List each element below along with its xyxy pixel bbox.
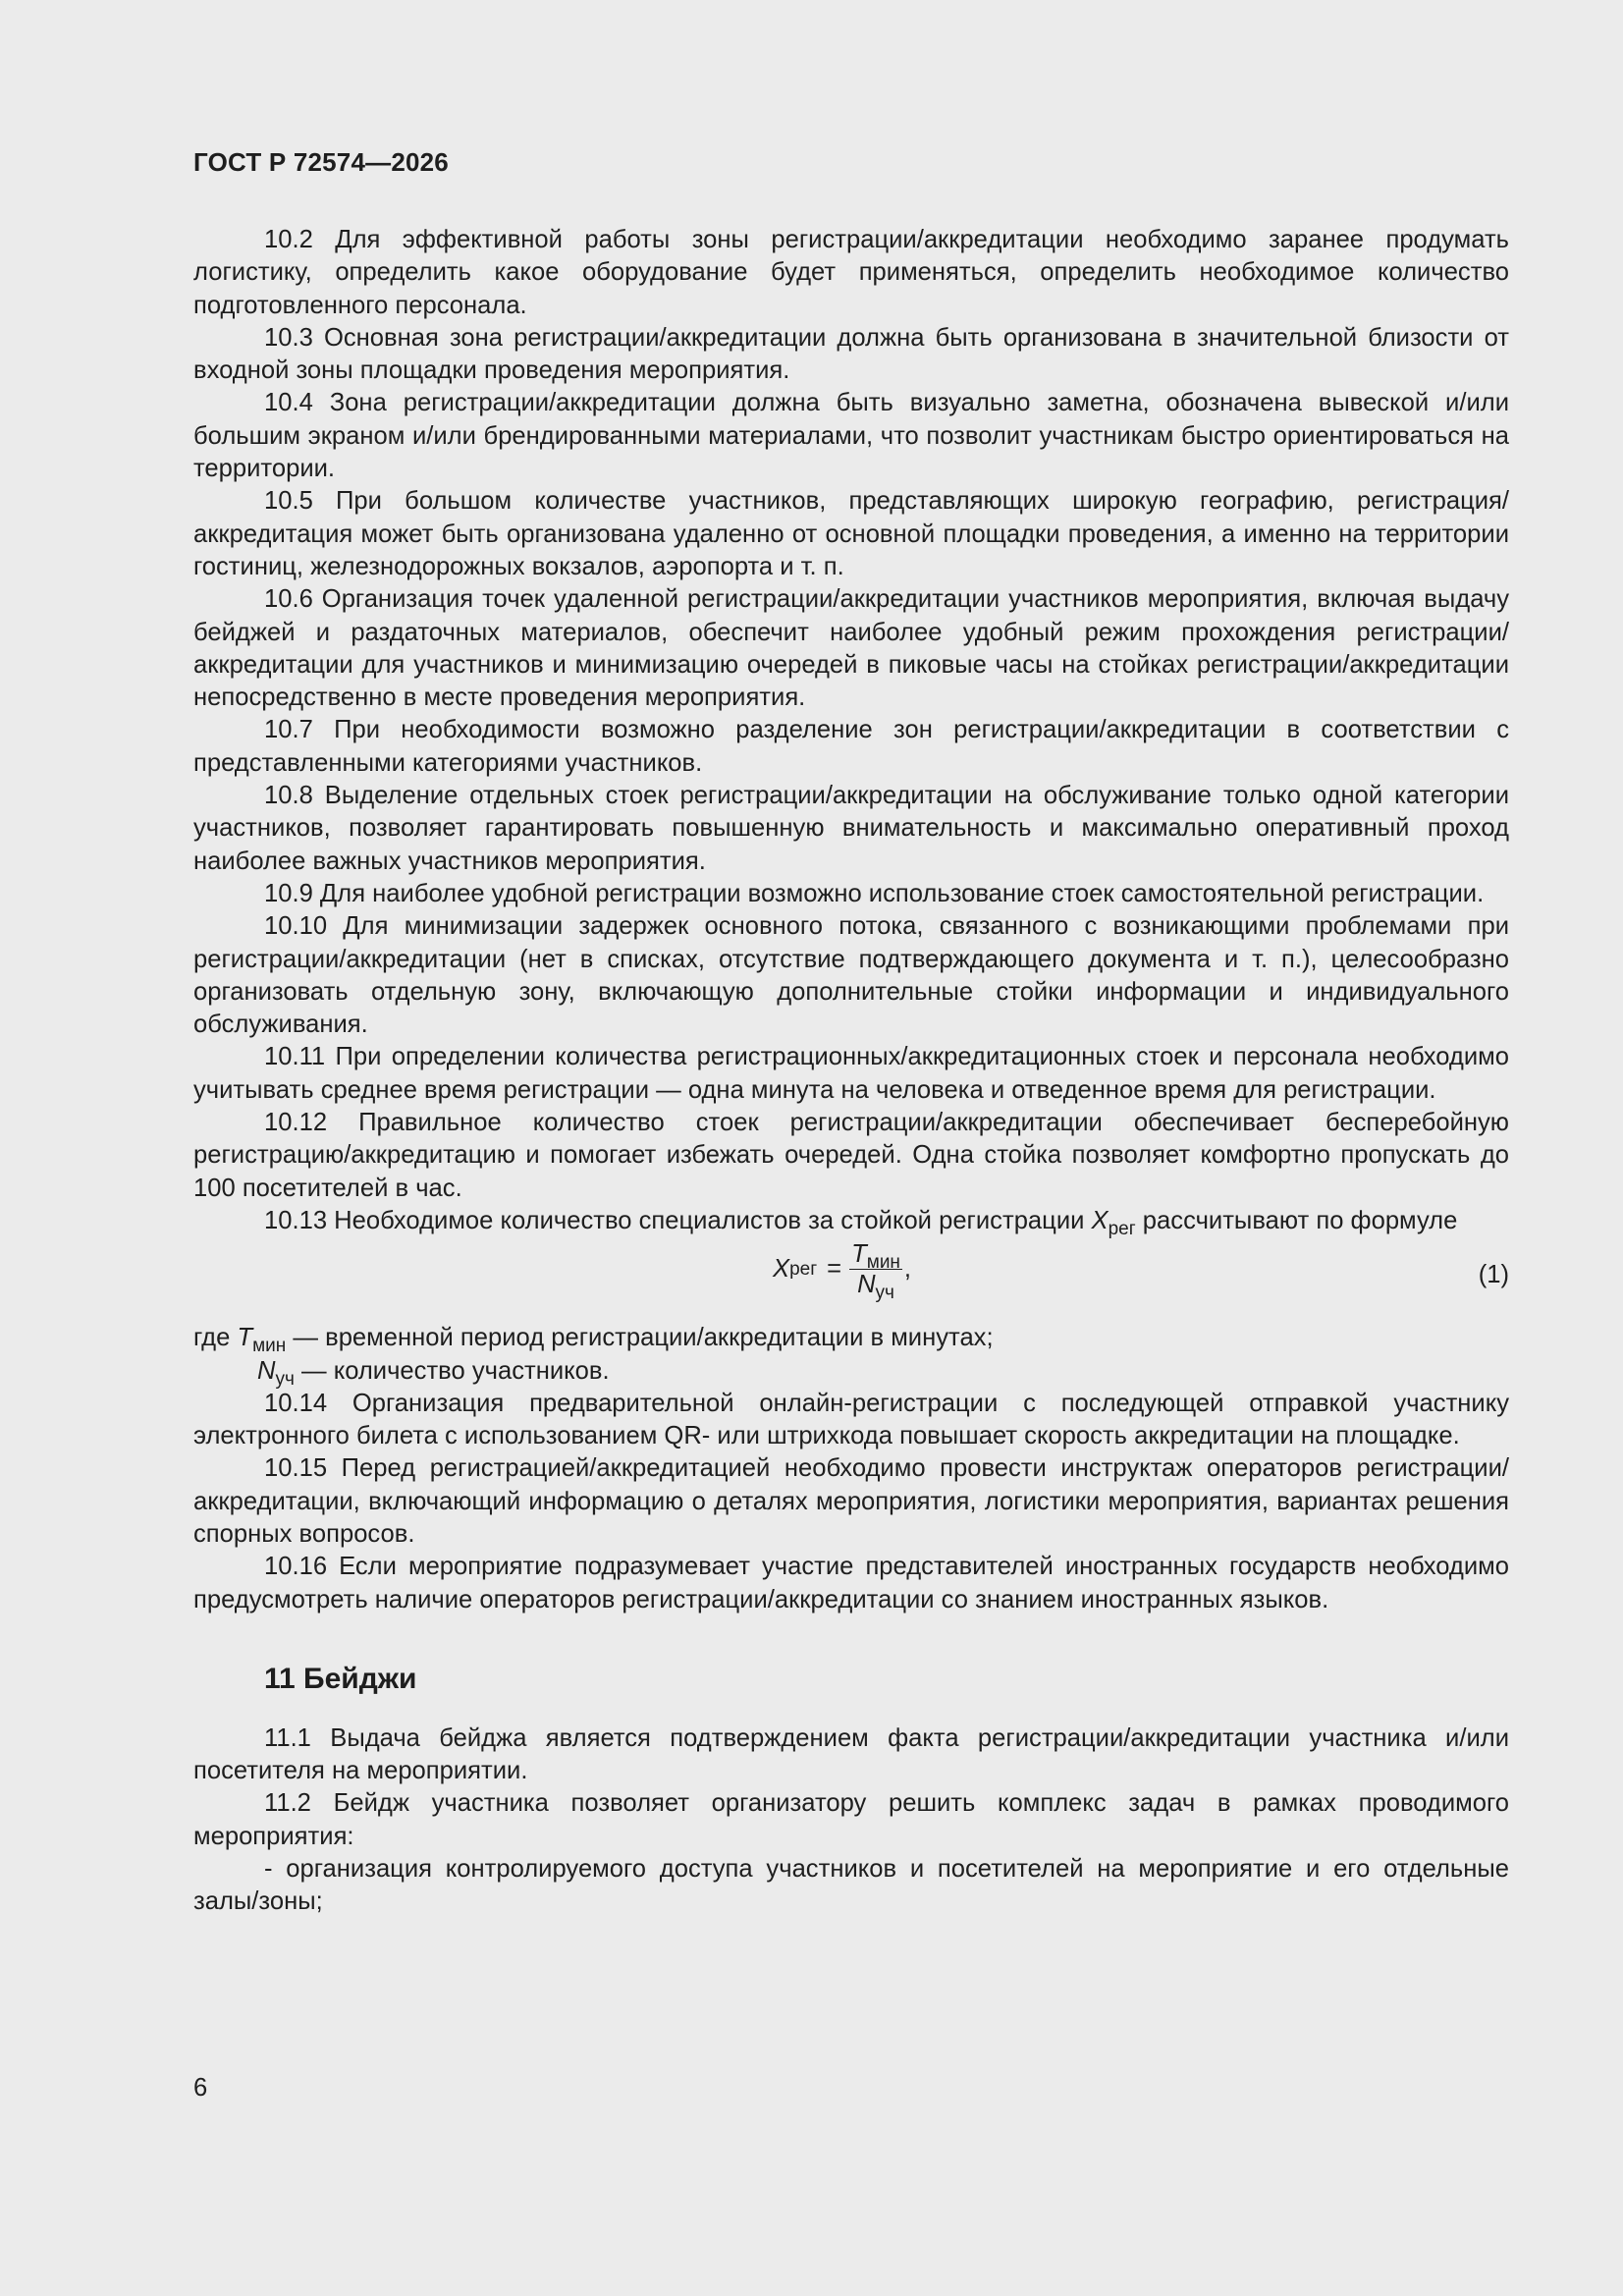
- paragraph-10-3: 10.3 Основная зона регистрации/аккредитации должна быть организована в значительной близости от входной зоны площадки проведения мероприятия.: [193, 323, 1509, 385]
- page-number: 6: [193, 2074, 208, 2102]
- paragraph-10-14: 10.14 Организация предварительной онлайн-регистрации с последующей отправкой участнику электронного билета с использованием QR- или штрихкода повышает скорость аккредитации на площадке.: [193, 1389, 1509, 1450]
- formula-denominator-var: N: [857, 1271, 876, 1299]
- paragraph-10-13-tail: рассчитывают по формуле: [1135, 1206, 1458, 1234]
- formula-expression: X рег = $\frac{T_{мин}}{N_{уч}}$ ,: [773, 1240, 912, 1304]
- where-t-description: — временной период регистрации/аккредитации в минутах;: [286, 1324, 994, 1352]
- formula-where-t: [193, 1322, 1509, 1357]
- paragraph-10-13: [193, 1205, 1509, 1237]
- paragraph-11-1: 11.1 Выдача бейджа является подтверждением факта регистрации/аккредитации участника и/или посетителя на мероприятии.: [193, 1723, 1509, 1785]
- formula-comma: ,: [903, 1255, 912, 1284]
- formula-numerator: [849, 1239, 902, 1274]
- paragraph-10-9: 10.9 Для наиболее удобной регистрации возможно использование стоек самостоятельной регистрации.: [264, 879, 1485, 907]
- formula-where-n: [193, 1355, 1509, 1388]
- formula-equals: =: [827, 1255, 842, 1284]
- where-n-var: N: [257, 1356, 276, 1385]
- paragraph-10-5: 10.5 При большом количестве участников, представляющих широкую географию, регистрация/аккредитация может быть организована удаленно от основной площадки проведения, а именно на территории гостиниц, железнодорожных вокзалов, аэропорта и т. п.: [193, 487, 1509, 580]
- paragraph-10-8: 10.8 Выделение отдельных стоек регистрации/аккредитации на обслуживание только одной категории участников, позволяет гарантировать повышенную внимательность и максимально оперативный проход наиболее важных участников мероприятия.: [193, 782, 1509, 875]
- variable-x: X: [1091, 1206, 1109, 1234]
- paragraph-10-13-text: 10.13 Необходимое количество специалистов за стойкой регистрации: [264, 1206, 1092, 1234]
- paragraph-10-2: 10.2 Для эффективной работы зоны регистрации/аккредитации необходимо заранее продумать логистику, определить какое оборудование будет применяться, определить необходимое количество подготовленного персонала.: [193, 226, 1509, 319]
- where-n-description: — количество участников.: [294, 1356, 610, 1385]
- formula-numerator-var: T: [851, 1240, 867, 1269]
- where-t-var: T: [237, 1324, 253, 1352]
- formula-numerator-subscript: мин: [866, 1252, 900, 1274]
- paragraph-10-12: 10.12 Правильное количество стоек регистрации/аккредитации обеспечивает бесперебойную регистрацию/аккредитацию и помогает избежать очередей. Одна стойка позволяет комфортно пропускать до 100 посетителей в час.: [193, 1109, 1509, 1202]
- paragraph-10-10: 10.10 Для минимизации задержек основного потока, связанного с возникающими проблемами при регистрации/аккредитации (нет в списках, отсутствие подтверждающего документа и т. п.), целесообразно организовать отдельную зону, включающую дополнительные стойки информации и индивидуального обслуживания.: [193, 912, 1509, 1039]
- formula-lhs: X: [773, 1255, 790, 1284]
- paragraph-10-11: 10.11 При определении количества регистрационных/аккредитационных стоек и персонала необходимо учитывать среднее время регистрации — одна минута на человека и отведенное время для регистрации.: [193, 1043, 1509, 1104]
- formula-denominator-subscript: уч: [875, 1283, 894, 1304]
- variable-x-subscript: рег: [1108, 1218, 1136, 1239]
- where-n-subscript: уч: [275, 1368, 295, 1390]
- paragraph-10-15: 10.15 Перед регистрацией/аккредитацией необходимо провести инструктаж операторов регистрации/аккредитации, включающий информацию о деталях мероприятия, логистики мероприятия, вариантах решения спорных вопросов.: [193, 1454, 1509, 1548]
- paragraph-10-16: 10.16 Если мероприятие подразумевает участие представителей иностранных государств необходимо предусмотреть наличие операторов регистрации/аккредитации со знанием иностранных языков.: [193, 1553, 1509, 1613]
- where-t-subscript: мин: [252, 1336, 287, 1357]
- paragraph-10-7: 10.7 При необходимости возможно разделение зон регистрации/аккредитации в соответствии с представленными категориями участников.: [193, 716, 1509, 777]
- paragraph-10-4: 10.4 Зона регистрации/аккредитации должна быть визуально заметна, обозначена вывеской и/или большим экраном и/или брендированными материалами, что позволит участникам быстро ориентироваться на территории.: [193, 389, 1509, 483]
- formula-number: (1): [1478, 1261, 1509, 1289]
- document-header: ГОСТ Р 72574—2026: [193, 147, 449, 177]
- section-title-badges: 11 Бейджи: [264, 1662, 417, 1695]
- list-item: - организация контролируемого доступа участников и посетителей на мероприятие и его отдельные залы/зоны;: [193, 1855, 1509, 1916]
- formula-fraction: [849, 1239, 902, 1304]
- where-label: где: [193, 1324, 238, 1352]
- paragraph-10-6: 10.6 Организация точек удаленной регистрации/аккредитации участников мероприятия, включая выдачу бейджей и раздаточных материалов, обеспечит наиболее удобный режим прохождения регистрации/аккредитации для участников и минимизацию очередей в пиковые часы на стойках регистрации/аккредитации непосредственно в месте проведения мероприятия.: [193, 585, 1509, 712]
- document-body: [193, 224, 1509, 1919]
- paragraph-11-2: 11.2 Бейдж участника позволяет организатору решить комплекс задач в рамках проводимого мероприятия:: [193, 1789, 1509, 1850]
- formula-denominator: [855, 1270, 896, 1304]
- formula-block: [193, 1237, 1509, 1316]
